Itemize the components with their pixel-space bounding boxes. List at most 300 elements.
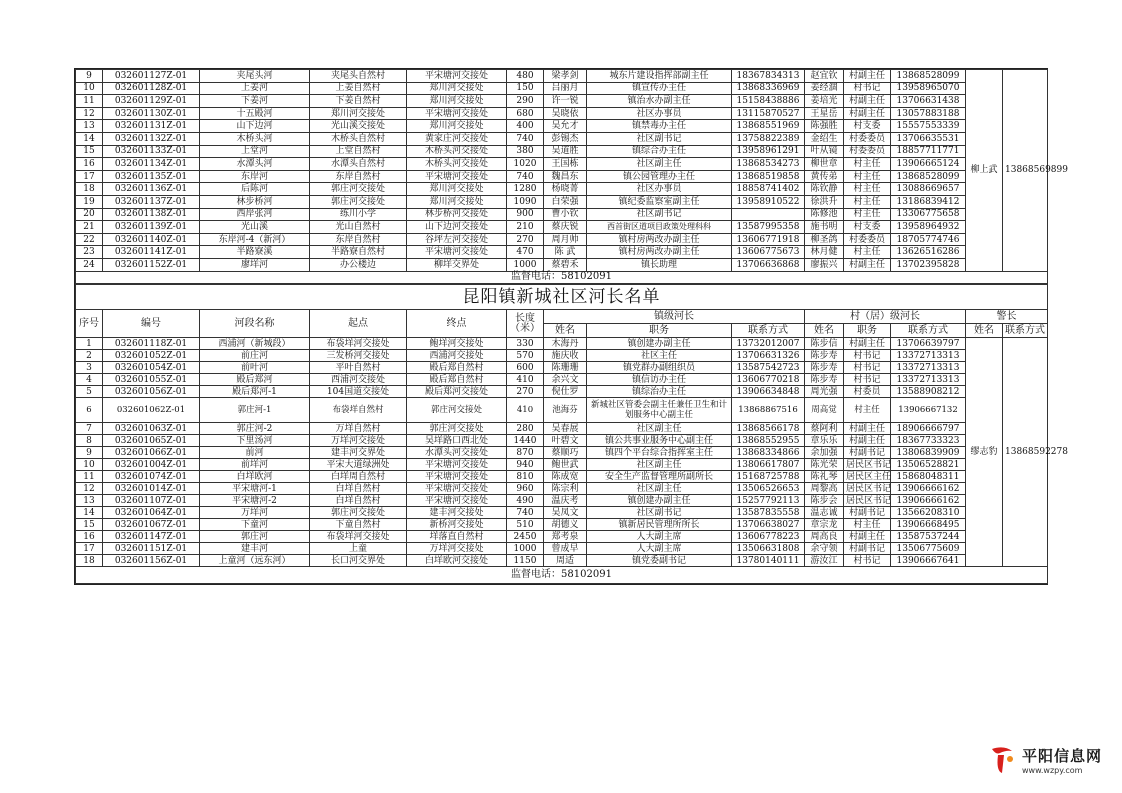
table-row <box>76 70 1048 83</box>
cell-river: 建丰河 <box>200 543 310 555</box>
cell-village-duty: 村副主任 <box>844 70 891 83</box>
header-town-name: 姓名 <box>544 324 587 338</box>
cell-end: 白垟欧河交接处 <box>407 555 507 567</box>
cell-town-name: 周适 <box>544 555 587 567</box>
cell-end: 万垟河交接处 <box>407 543 507 555</box>
cell-end: 水潭头河交接处 <box>407 447 507 459</box>
cell-seq: 5 <box>76 386 103 398</box>
cell-river: 郭庄河-2 <box>200 423 310 435</box>
cell-code: 032601139Z-01 <box>103 221 200 234</box>
cell-seq: 17 <box>76 543 103 555</box>
cell-length: 740 <box>507 132 544 145</box>
cell-town-duty: 镇创建办副主任 <box>587 338 732 350</box>
table-row <box>76 183 1048 196</box>
cell-village-duty: 村主任 <box>844 195 891 208</box>
cell-length: 810 <box>507 471 544 483</box>
cell-start: 上姜自然村 <box>310 82 407 95</box>
cell-code: 032601128Z-01 <box>103 82 200 95</box>
cell-village-contact: 13626516286 <box>891 246 966 259</box>
cell-code: 032601138Z-01 <box>103 208 200 221</box>
cell-code: 032601052Z-01 <box>103 350 200 362</box>
cell-town-contact: 13868336969 <box>732 82 805 95</box>
cell-end: 鲍垟河交接处 <box>407 338 507 350</box>
cell-village-duty: 村副主任 <box>844 531 891 543</box>
table-row <box>76 208 1048 221</box>
table-row <box>76 459 1048 471</box>
cell-seq: 16 <box>76 531 103 543</box>
cell-village-name: 蔡阿利 <box>805 423 844 435</box>
cell-seq: 10 <box>76 82 103 95</box>
cell-town-name: 蔡碧禾 <box>544 258 587 271</box>
cell-river: 万垟河 <box>200 507 310 519</box>
cell-town-duty: 社区副主任 <box>587 423 732 435</box>
police-chief-name: 缪志豹 <box>966 338 1003 567</box>
table-row <box>76 374 1048 386</box>
table-row <box>76 495 1048 507</box>
header-length: 长度（米） <box>507 310 544 338</box>
cell-river: 上姜河 <box>200 82 310 95</box>
cell-code: 032601064Z-01 <box>103 507 200 519</box>
table-row <box>76 555 1048 567</box>
cell-end: 西浦河交接处 <box>407 350 507 362</box>
cell-seq: 4 <box>76 374 103 386</box>
cell-village-name: 陈步信 <box>805 338 844 350</box>
cell-code: 032601131Z-01 <box>103 120 200 133</box>
cell-village-duty: 居民区书记 <box>844 495 891 507</box>
table-row <box>76 120 1048 133</box>
table-row <box>76 398 1048 423</box>
cell-town-duty: 镇创建办副主任 <box>587 495 732 507</box>
cell-town-name: 叶碧文 <box>544 435 587 447</box>
cell-village-name: 陈光荣 <box>805 459 844 471</box>
cell-village-name: 陈步寿 <box>805 374 844 386</box>
cell-village-contact: 13806839909 <box>891 447 966 459</box>
cell-river: 夹尾头河 <box>200 70 310 83</box>
cell-seq: 7 <box>76 423 103 435</box>
cell-village-contact: 13906667132 <box>891 398 966 423</box>
cell-start: 办公楼边 <box>310 258 407 271</box>
cell-village-contact: 13868528099 <box>891 170 966 183</box>
cell-seq: 13 <box>76 120 103 133</box>
cell-town-duty: 镇四个平台综合指挥室主任 <box>587 447 732 459</box>
cell-river: 上堂河 <box>200 145 310 158</box>
cell-village-name: 陈修池 <box>805 208 844 221</box>
cell-length: 380 <box>507 145 544 158</box>
table-row <box>76 519 1048 531</box>
table-row <box>76 435 1048 447</box>
cell-town-duty: 镇信访办主任 <box>587 374 732 386</box>
cell-village-contact: 18857711771 <box>891 145 966 158</box>
table-row <box>76 195 1048 208</box>
cell-village-name: 陈步寿 <box>805 350 844 362</box>
cell-town-name: 蔡顺巧 <box>544 447 587 459</box>
cell-length: 1000 <box>507 258 544 271</box>
cell-town-duty: 人大副主席 <box>587 543 732 555</box>
cell-length: 900 <box>507 208 544 221</box>
cell-river: 平宋塘河-1 <box>200 483 310 495</box>
cell-town-contact: 13868566178 <box>732 423 805 435</box>
cell-start: 练川小学 <box>310 208 407 221</box>
cell-seq: 24 <box>76 258 103 271</box>
cell-river: 前垟河 <box>200 459 310 471</box>
cell-town-duty: 镇村房两改办副主任 <box>587 233 732 246</box>
cell-length: 410 <box>507 398 544 423</box>
cell-town-duty: 人大副主席 <box>587 531 732 543</box>
cell-code: 032601141Z-01 <box>103 246 200 259</box>
cell-town-contact: 13706631326 <box>732 350 805 362</box>
cell-end: 平宋塘河交接处 <box>407 459 507 471</box>
cell-seq: 2 <box>76 350 103 362</box>
cell-town-name: 吴允才 <box>544 120 587 133</box>
cell-town-name: 彭锡杰 <box>544 132 587 145</box>
cell-village-duty: 居民区书记 <box>844 459 891 471</box>
cell-town-name: 杨晓菁 <box>544 183 587 196</box>
cell-start: 东岸自然村 <box>310 233 407 246</box>
supervise-phone: 监督电话：58102091 <box>76 567 1048 584</box>
cell-town-name: 陈 武 <box>544 246 587 259</box>
cell-end: 平宋塘河交接处 <box>407 495 507 507</box>
cell-river: 山下边河 <box>200 120 310 133</box>
cell-code: 032601067Z-01 <box>103 519 200 531</box>
cell-village-contact: 13588908212 <box>891 386 966 398</box>
cell-seq: 12 <box>76 483 103 495</box>
cell-start: 郭庄河交接处 <box>310 195 407 208</box>
cell-start: 平宋大道绿洲处 <box>310 459 407 471</box>
cell-river: 十五殿河 <box>200 107 310 120</box>
cell-village-duty: 村书记 <box>844 350 891 362</box>
cell-town-contact: 13868519858 <box>732 170 805 183</box>
cell-village-name: 黄传弟 <box>805 170 844 183</box>
cell-town-duty: 镇党群办副组织员 <box>587 362 732 374</box>
cell-start: 光山溪交接处 <box>310 120 407 133</box>
cell-town-contact: 13587542723 <box>732 362 805 374</box>
cell-river: 前庄河 <box>200 350 310 362</box>
cell-town-name: 吴春展 <box>544 423 587 435</box>
header-village-duty: 职务 <box>844 324 891 338</box>
cell-length: 490 <box>507 495 544 507</box>
cell-start: 万垟自然村 <box>310 423 407 435</box>
cell-river: 上童河（远东河） <box>200 555 310 567</box>
cell-river: 林步桥河 <box>200 195 310 208</box>
table-row <box>76 132 1048 145</box>
cell-village-contact: 13506775609 <box>891 543 966 555</box>
cell-code: 032601136Z-01 <box>103 183 200 196</box>
cell-village-duty: 村支委 <box>844 221 891 234</box>
cell-code: 032601156Z-01 <box>103 555 200 567</box>
police-chief-phone: 13868592278 <box>1003 338 1048 567</box>
river-chief-document <box>74 68 1068 585</box>
cell-length: 1090 <box>507 195 544 208</box>
cell-river: 西浦河（新城段） <box>200 338 310 350</box>
cell-start: 郭庄河交接处 <box>310 183 407 196</box>
cell-village-name: 林月健 <box>805 246 844 259</box>
cell-town-duty: 社区副书记 <box>587 132 732 145</box>
table-row <box>76 258 1048 271</box>
cell-seq: 20 <box>76 208 103 221</box>
cell-river: 下姜河 <box>200 95 310 108</box>
police-chief-phone: 13868569899 <box>1003 70 1048 272</box>
cell-length: 330 <box>507 338 544 350</box>
cell-village-name: 章宗龙 <box>805 519 844 531</box>
cell-seq: 11 <box>76 471 103 483</box>
cell-length: 210 <box>507 221 544 234</box>
cell-town-name: 魏昌东 <box>544 170 587 183</box>
cell-village-duty: 村副书记 <box>844 543 891 555</box>
cell-town-duty: 镇综合办主任 <box>587 145 732 158</box>
cell-village-duty: 村副书记 <box>844 507 891 519</box>
cell-village-name: 周黎高 <box>805 483 844 495</box>
cell-start: 白垟自然村 <box>310 483 407 495</box>
table-row <box>76 221 1048 234</box>
cell-seq: 19 <box>76 195 103 208</box>
cell-village-contact: 13372713313 <box>891 350 966 362</box>
cell-seq: 8 <box>76 435 103 447</box>
cell-village-contact: 15557553339 <box>891 120 966 133</box>
cell-start: 104国道交接处 <box>310 386 407 398</box>
cell-town-contact: 13868552955 <box>732 435 805 447</box>
cell-code: 032601062Z-01 <box>103 398 200 423</box>
cell-length: 270 <box>507 386 544 398</box>
cell-length: 150 <box>507 82 544 95</box>
cell-start: 下童自然村 <box>310 519 407 531</box>
cell-end: 柳垟交界处 <box>407 258 507 271</box>
cell-town-contact: 13706636868 <box>732 258 805 271</box>
cell-code: 032601151Z-01 <box>103 543 200 555</box>
cell-village-contact: 18367733323 <box>891 435 966 447</box>
cell-village-duty: 村副书记 <box>844 447 891 459</box>
cell-village-contact: 13706639797 <box>891 338 966 350</box>
cell-town-duty: 镇纪委监察室副主任 <box>587 195 732 208</box>
cell-seq: 1 <box>76 338 103 350</box>
cell-village-name: 周光强 <box>805 386 844 398</box>
cell-town-name: 陈成宽 <box>544 471 587 483</box>
cell-town-contact: 13506631808 <box>732 543 805 555</box>
cell-end: 平宋塘河交接处 <box>407 471 507 483</box>
cell-code: 032601054Z-01 <box>103 362 200 374</box>
cell-end: 林步桥河交接处 <box>407 208 507 221</box>
cell-town-contact: 13868334866 <box>732 447 805 459</box>
table-row <box>76 145 1048 158</box>
cell-village-name: 叶从镜 <box>805 145 844 158</box>
cell-village-duty: 村书记 <box>844 555 891 567</box>
table-row <box>76 158 1048 171</box>
cell-length: 1440 <box>507 435 544 447</box>
cell-town-duty: 镇长助理 <box>587 258 732 271</box>
cell-code: 032601066Z-01 <box>103 447 200 459</box>
cell-town-duty: 新城社区管委会副主任兼任卫生和计划服务中心副主任 <box>587 398 732 423</box>
cell-end: 郭庄河交接处 <box>407 398 507 423</box>
cell-town-name: 曾成早 <box>544 543 587 555</box>
header-river: 河段名称 <box>200 310 310 338</box>
header-town-contact: 联系方式 <box>732 324 805 338</box>
cell-town-contact: 13706638027 <box>732 519 805 531</box>
cell-start: 上童 <box>310 543 407 555</box>
cell-village-name: 施书明 <box>805 221 844 234</box>
cell-town-contact: 13758822389 <box>732 132 805 145</box>
logo-name: 平阳信息网 <box>1021 747 1102 765</box>
cell-village-contact: 13906668495 <box>891 519 966 531</box>
site-logo <box>986 745 1102 775</box>
cell-start: 木桥头自然村 <box>310 132 407 145</box>
header-police-name: 姓名 <box>966 324 1003 338</box>
cell-village-duty: 村副主任 <box>844 258 891 271</box>
cell-start: 三发桥河交接处 <box>310 350 407 362</box>
cell-town-name: 吴晓依 <box>544 107 587 120</box>
cell-start: 万垟河交接处 <box>310 435 407 447</box>
header-town-duty: 职务 <box>587 324 732 338</box>
cell-end: 平宋塘河交接处 <box>407 107 507 120</box>
cell-village-contact: 13088669657 <box>891 183 966 196</box>
cell-code: 032601129Z-01 <box>103 95 200 108</box>
cell-town-duty: 社区副主任 <box>587 483 732 495</box>
cell-village-duty: 村书记 <box>844 374 891 386</box>
cell-town-duty: 社区副书记 <box>587 208 732 221</box>
cell-town-duty: 镇村房两改办副主任 <box>587 246 732 259</box>
table-row <box>76 447 1048 459</box>
cell-code: 032601147Z-01 <box>103 531 200 543</box>
cell-town-duty: 社区办事员 <box>587 107 732 120</box>
cell-end: 殿后郑河交接处 <box>407 386 507 398</box>
cell-town-name: 木海丹 <box>544 338 587 350</box>
cell-town-duty: 西首街区道项目政策处理科科 <box>587 221 732 234</box>
cell-village-contact: 13566208310 <box>891 507 966 519</box>
cell-village-contact: 13958965070 <box>891 82 966 95</box>
cell-river: 下童河 <box>200 519 310 531</box>
table-row <box>76 483 1048 495</box>
cell-village-name: 周高良 <box>805 531 844 543</box>
cell-seq: 9 <box>76 70 103 83</box>
cell-town-contact: 13606770218 <box>732 374 805 386</box>
table-xincheng-community <box>75 284 1068 584</box>
cell-code: 032601133Z-01 <box>103 145 200 158</box>
cell-code: 032601063Z-01 <box>103 423 200 435</box>
cell-end: 木桥头河交接处 <box>407 158 507 171</box>
cell-village-duty: 村副主任 <box>844 107 891 120</box>
cell-village-duty: 村副主任 <box>844 338 891 350</box>
cell-start: 夹尾头自然村 <box>310 70 407 83</box>
cell-village-contact: 13868528099 <box>891 70 966 83</box>
cell-end: 新桥河交接处 <box>407 519 507 531</box>
cell-seq: 12 <box>76 107 103 120</box>
cell-length: 740 <box>507 507 544 519</box>
cell-village-duty: 村副主任 <box>844 423 891 435</box>
cell-end: 郭庄河交接处 <box>407 423 507 435</box>
cell-village-name: 周高觉 <box>805 398 844 423</box>
cell-village-name: 姜培光 <box>805 95 844 108</box>
cell-code: 032601152Z-01 <box>103 258 200 271</box>
cell-length: 1000 <box>507 543 544 555</box>
cell-town-contact: 13958910522 <box>732 195 805 208</box>
cell-town-duty: 镇公园管理办主任 <box>587 170 732 183</box>
cell-town-contact: 13732012007 <box>732 338 805 350</box>
cell-village-name: 柳圣鸽 <box>805 233 844 246</box>
cell-town-contact: 13868867516 <box>732 398 805 423</box>
cell-seq: 18 <box>76 555 103 567</box>
cell-town-duty: 镇党委副书记 <box>587 555 732 567</box>
cell-length: 1150 <box>507 555 544 567</box>
cell-town-name: 鲍世武 <box>544 459 587 471</box>
cell-town-name: 倪仕罗 <box>544 386 587 398</box>
cell-town-contact: 13958961291 <box>732 145 805 158</box>
cell-length: 510 <box>507 519 544 531</box>
cell-seq: 22 <box>76 233 103 246</box>
cell-village-contact: 18906666797 <box>891 423 966 435</box>
cell-village-duty: 村委委员 <box>844 132 891 145</box>
cell-code: 032601004Z-01 <box>103 459 200 471</box>
cell-river: 郭庄河-1 <box>200 398 310 423</box>
cell-end: 吴垟路口西北处 <box>407 435 507 447</box>
cell-town-duty: 安全生产监督管理所副所长 <box>587 471 732 483</box>
cell-code: 032601140Z-01 <box>103 233 200 246</box>
cell-seq: 14 <box>76 507 103 519</box>
cell-village-name: 陈步会 <box>805 495 844 507</box>
cell-village-contact: 13906666162 <box>891 483 966 495</box>
cell-village-contact: 13906667641 <box>891 555 966 567</box>
cell-town-name: 胡德义 <box>544 519 587 531</box>
cell-start: 下姜自然村 <box>310 95 407 108</box>
header-end: 终点 <box>407 310 507 338</box>
header-town-chief: 镇级河长 <box>544 310 805 324</box>
table-row <box>76 233 1048 246</box>
header-village-name: 姓名 <box>805 324 844 338</box>
cell-start: 布袋垟河交接处 <box>310 531 407 543</box>
cell-start: 平叶自然村 <box>310 362 407 374</box>
cell-code: 032601065Z-01 <box>103 435 200 447</box>
cell-town-contact: 15168725788 <box>732 471 805 483</box>
cell-town-contact <box>732 208 805 221</box>
cell-river: 东岸河 <box>200 170 310 183</box>
cell-village-name: 温志诚 <box>805 507 844 519</box>
cell-length: 290 <box>507 95 544 108</box>
cell-end: 郑川河交接处 <box>407 120 507 133</box>
cell-town-contact: 13806617807 <box>732 459 805 471</box>
cell-village-name: 徐洪升 <box>805 195 844 208</box>
table-row <box>76 543 1048 555</box>
logo-icon <box>986 745 1018 775</box>
header-seq: 序号 <box>76 310 103 338</box>
cell-town-name: 周月帅 <box>544 233 587 246</box>
cell-river: 木桥头河 <box>200 132 310 145</box>
cell-town-duty: 社区副主任 <box>587 158 732 171</box>
cell-village-duty: 村主任 <box>844 246 891 259</box>
cell-start: 白垟周自然村 <box>310 471 407 483</box>
cell-village-duty: 村主任 <box>844 519 891 531</box>
cell-village-duty: 村主任 <box>844 208 891 221</box>
cell-start: 建丰河交界处 <box>310 447 407 459</box>
cell-length: 480 <box>507 70 544 83</box>
table-row <box>76 531 1048 543</box>
cell-seq: 9 <box>76 447 103 459</box>
table-row <box>76 246 1048 259</box>
cell-village-name: 廖振兴 <box>805 258 844 271</box>
cell-town-name: 吴凤文 <box>544 507 587 519</box>
header-village-chief: 村（居）级河长 <box>805 310 966 324</box>
header-police-chief: 警长 <box>966 310 1048 324</box>
cell-river: 廖垟河 <box>200 258 310 271</box>
cell-town-name: 郑考泉 <box>544 531 587 543</box>
header-code: 编号 <box>103 310 200 338</box>
cell-town-contact: 13115870527 <box>732 107 805 120</box>
cell-town-name: 王国栋 <box>544 158 587 171</box>
cell-village-contact: 13906666162 <box>891 495 966 507</box>
cell-length: 960 <box>507 483 544 495</box>
cell-village-name: 陈礼琴 <box>805 471 844 483</box>
supervise-phone: 监督电话：58102091 <box>76 271 1048 284</box>
cell-village-duty: 居民区主任 <box>844 471 891 483</box>
cell-length: 940 <box>507 459 544 471</box>
cell-code: 032601135Z-01 <box>103 170 200 183</box>
cell-river: 平宋塘河-2 <box>200 495 310 507</box>
